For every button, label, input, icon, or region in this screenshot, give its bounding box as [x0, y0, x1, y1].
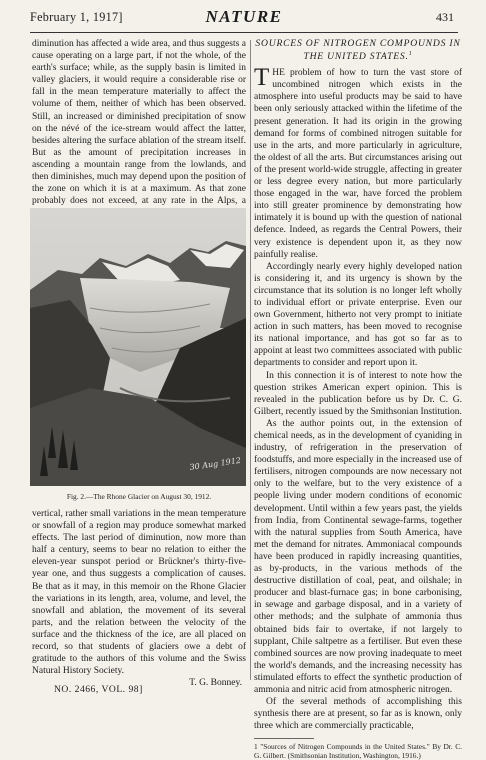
left-column-bottom [32, 508, 246, 689]
page-header [26, 6, 462, 30]
column-divider [250, 40, 251, 680]
article-title-text: SOURCES OF NITROGEN COMPOUNDS IN THE UNITED STATES. [255, 38, 461, 63]
page-number: 431 [436, 10, 454, 24]
article-paragraph-4: As the author points out, in the extension of chemical needs, as in the development of cyaniding in industry, of refrigeration in the preservation of foodstuffs, and more especially in the increased use of fertilisers, nitrogen compounds are now necessary not only to the welfare, but to the very existence of a people living under modern conditions of economic development. Until within a few years past, the yields from India, from Continental sewage-farms, together with the natural supplies from South America, have met the demand for nitrates. Ammoniacal compounds have been produced in rapidly increasing quantities, as by-products, in the various methods of the destructive distillation of coal, peat, and oilshale; in producer and blast-furnace gas; in bone carbonising, in sewage and garbage disposal, and in a variety of other methods; and the sulphate of ammonia thus obtained bids fair to overtake, if not largely to supplant, Chile saltpetre as a fertiliser. But even these combined sources are now proving inadequate to meet the world's demands, and the increasing necessity has stimulated efforts to effect the synthetic production of ammonia and nitric acid from atmospheric nitrogen. [254, 418, 462, 695]
title-footnote-mark: 1 [408, 51, 413, 57]
journal-title: NATURE [205, 7, 283, 26]
paragraph-1-text: HE problem of how to turn the vast store of uncombined nitrogen which exists in the atmosphere into useful products may be said to have been only seriously attacked within the lifetime of the present generation. It had its origin in the growing demand for forms of combined nitrogen suitable for use in the arts, and more particularly in agriculture, the oldest of all the arts. But circumstances arising out of the present world-wide struggle, affecting in greater or less degree every nation, but more particularly those engaged in the war, have forced the problem into still greater prominence by demonstrating how intimately it is bound up with the question of national defence. Indeed, as regards the Central Powers, their very existence is dependent upon it, as they now painfully realise. [254, 68, 462, 260]
footnote-rule [254, 738, 314, 739]
left-bottom-paragraph: vertical, rather small variations in the mean temperature or snowfall of a region may produce somewhat marked effects. The last period of diminution, now more than half a century, seems to bear no relation to either the eleven-year sunspot period or Brückner's thirty-five-year one, and thus suggests a complication of causes. Be that as it may, in this memoir on the Rhone Glacier the variations in its length, area, volume, and level, the snowfall and ablation, the movement of its several parts, and the relation between the velocity of the surface and the thickness of the ice, are all placed on record, so that students of glaciers owe a debt of gratitude to the authors of this volume and the Swiss Natural History Society. [32, 509, 246, 677]
drop-cap: T [254, 64, 270, 92]
issue-volume-footer: NO. 2466, VOL. 98] [54, 684, 143, 695]
footnote: 1 "Sources of Nitrogen Compounds in the United States." By Dr. C. G. Gilbert. (Smithsonian Institution, Washington, 1916.) [254, 742, 462, 760]
right-column [254, 38, 462, 760]
article-paragraph-3: In this connection it is of interest to note how the question strikes American expert opinion. This is revealed in the publication before us by Dr. C. G. Gilbert, recently issued by the Smithsonian Institution. [254, 370, 462, 417]
author-signature: T. G. Bonney. [189, 678, 242, 689]
article-paragraph-5: Of the several methods of accomplishing this synthesis there are at present, so far as is known, only three which are commercially practicable, [254, 697, 462, 732]
left-top-paragraph: diminution has affected a wide area, and thus suggests a cause operating on a large part, if not the whole, of the earth's surface; while, as the supply basin is limited in valley glaciers, it would require a considerable rise or fall in the mean temperature materially to affect the volume of them, neither of which has been observed. Still, an increased or diminished precipitation of snow on the névé of the ice-stream would affect the latter, besides altering the surface ablation of the stream itself. But as the amount of precipitation increases in ascending a mountain range from the lowlands, and then diminishes, much may depend upon the position of the zone on which it is at a maximum. As that zone probably does not exceed, at any rate in the Alps, a [32, 39, 246, 207]
photo-inscription: 30 Aug 1912 [189, 455, 242, 472]
left-column-top [32, 38, 246, 219]
article-title [254, 38, 462, 62]
issue-date: February 1, 1917] [30, 10, 123, 24]
article-paragraph-1 [254, 64, 462, 261]
rhone-glacier-photo [30, 208, 246, 486]
article-paragraph-2: Accordingly nearly every highly developed nation is considering it, and its urgency is shown by the circumstance that its solution is no longer left wholly to individual effort or private enterprise. Even our own Government, hitherto not very prompt to initiate action in such matters, has been moved to recognise its national importance, and has got so far as to appoint at least two committees associated with public departments to consider and report upon it. [254, 261, 462, 369]
figure-caption: Fig. 2.—The Rhone Glacier on August 30, 1912. [66, 492, 212, 501]
header-rule [30, 32, 458, 33]
